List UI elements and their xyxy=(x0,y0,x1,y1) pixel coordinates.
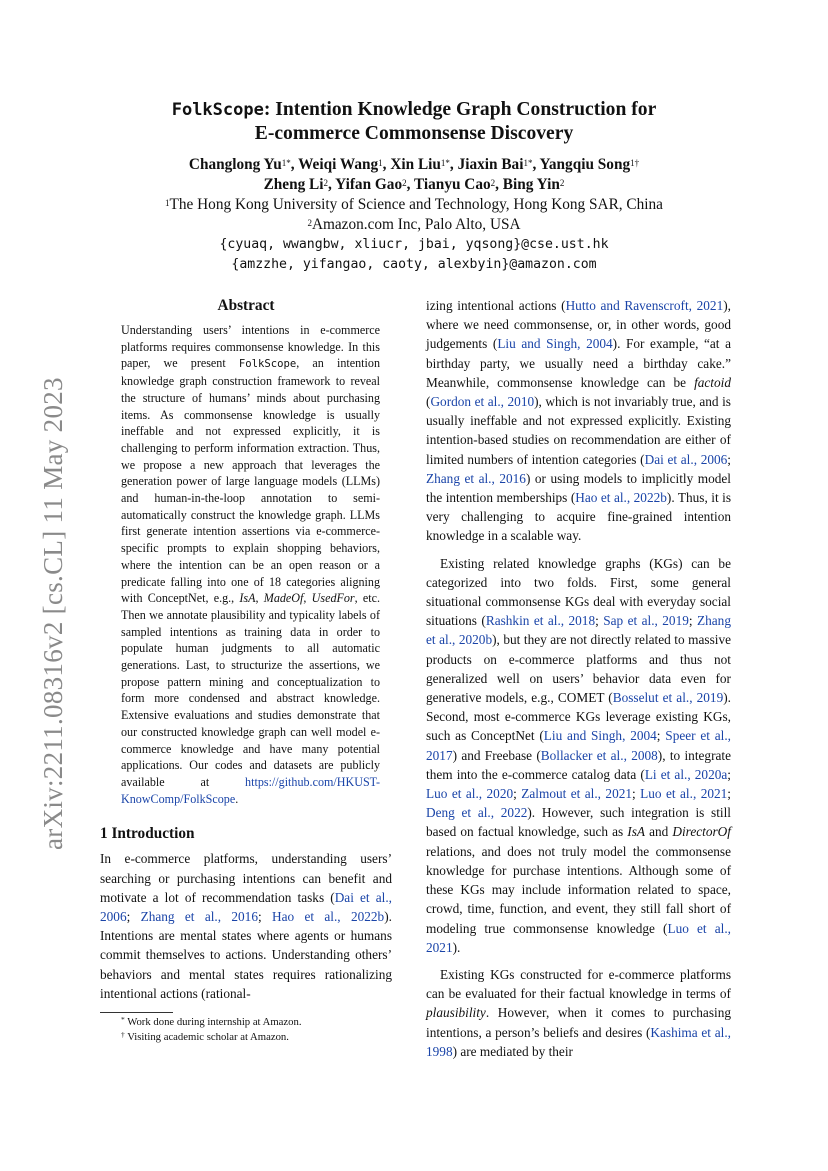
author: Bing Yin xyxy=(502,176,560,193)
abstract-part: Understanding users’ intentions in e-commerce platforms requires commonsense knowledge. In this paper, we present xyxy=(121,323,380,371)
citation-link[interactable]: Dai et al., 2006 xyxy=(100,889,392,924)
text-run: ) and Freebase ( xyxy=(452,747,541,763)
citation-link[interactable]: Zhang et al., 2016 xyxy=(140,909,258,924)
author-sup: 2 xyxy=(559,178,565,188)
aff-text: The Hong Kong University of Science and Technology, Hong Kong SAR, China xyxy=(169,196,663,213)
text-run: ) are mediated by their xyxy=(452,1043,573,1059)
text-run: . However, when it comes to purchasing intentions, a person’s beliefs and desires ( xyxy=(426,1005,731,1040)
citation-link[interactable]: Bollacker et al., 2008 xyxy=(540,747,658,763)
text-run: ; xyxy=(688,613,697,629)
footnote-mark: * xyxy=(121,1015,125,1025)
emphasis-term: plausibility xyxy=(426,1005,486,1021)
paper-header xyxy=(100,98,728,275)
emphasis-term: DirectorOf xyxy=(672,824,731,840)
text-run: ; xyxy=(513,786,522,802)
relation-term: MadeOf xyxy=(263,591,304,606)
affiliation-1 xyxy=(100,195,728,215)
email-line-2: {amzzhe, yifangao, caoty, alexbyin}@amazon.com xyxy=(231,257,597,272)
github-link[interactable]: https://github.com/HKUST-KnowComp/FolkScope xyxy=(121,774,380,806)
email-line-1: {cyuaq, wwangbw, xliucr, jbai, yqsong}@cse.ust.hk xyxy=(219,237,609,252)
text-run: In e-commerce platforms, understanding users’ searching or purchasing intentions can benefit and motivate a lot of recommendation tasks ( xyxy=(100,851,392,905)
footnote-text: Work done during internship at Amazon. xyxy=(124,1016,302,1029)
text-run: ; xyxy=(727,451,731,467)
intro-paragraph-1 xyxy=(100,849,392,1003)
citation-link[interactable]: Zhang et al., 2020b xyxy=(426,613,731,648)
author: Zheng Li xyxy=(263,176,324,193)
paper-title xyxy=(100,98,728,146)
author-list: Changlong $Yu^{1*}$, Weiqi Wang$^1$, Xin Liu$^{1*}$, Jiaxin Bai$^{1*}$, Yangqiu Song$^{1\dagger}$ Zheng Li$^2$, Yifan Gao$^2$, Tianyu Cao$^2$, Bing Yin$^2$ xyxy=(188,156,640,193)
text-run: relations, and does not truly model the commonsense knowledge for purchase intentions. Although some of these KGs may include information related to space, crowd, time, function, and event, they still fall short of modeling true commonsense knowledge ( xyxy=(426,843,731,936)
text-run: ), to integrate them into the e-commerce catalog data ( xyxy=(426,747,731,782)
author: Yifan Gao xyxy=(335,176,403,193)
abstract-part: , an intention knowledge graph construction framework to reveal the structure of humans’ minds about purchasing items. As commonsense knowledge is usually ineffable and not expressed explicitly, it is challenging to perform information extraction. Thus, we propose a new approach that leverages the generation power of large language models (LLMs) and human-in-the-loop annotation to semi-automatically construct the knowledge graph. LLMs first generate intention assertions via e-commerce-specific prompts to explain shopping behaviors, where the intention can be an open reason or a predicate falling into one of 18 categories aligning with ConceptNet, e.g., xyxy=(121,356,380,606)
footnote-2 xyxy=(121,1030,392,1045)
abstract-text xyxy=(121,322,380,807)
author-sup: 1* xyxy=(440,158,450,168)
text-run: ). For example, “at a birthday party, we usually need a birthday cake.” Meanwhile, commonsense knowledge can be xyxy=(426,336,731,390)
abstract-heading: Abstract xyxy=(217,297,275,314)
relation-term: IsA xyxy=(239,591,256,606)
text-run: ; xyxy=(257,909,272,924)
text-run: ), but they are not directly related to massive products on e-commerce platforms and thus not generalized well on users’ behavior data even for generative models, e.g., COMET ( xyxy=(426,632,731,706)
citation-link[interactable]: Rashkin et al., 2018 xyxy=(485,613,596,629)
citation-link[interactable]: Speer et al., 2017 xyxy=(426,728,732,763)
author-sup: 2 xyxy=(323,178,329,188)
citation-link[interactable]: Sap et al., 2019 xyxy=(603,613,689,629)
text-run: and xyxy=(645,824,673,840)
text-run: ). Thus, it is very challenging to acquire fine-grained intention knowledge in a scalable way. xyxy=(426,490,731,544)
left-column xyxy=(100,296,392,1044)
citation-link[interactable]: Li et al., 2020a xyxy=(644,766,728,782)
citation-link[interactable]: Dai et al., 2006 xyxy=(644,451,728,467)
citation-link[interactable]: Hao et al., 2022b xyxy=(575,490,667,506)
text-run: ; xyxy=(632,786,641,802)
footnote-rule xyxy=(100,1012,173,1013)
relation-term: UsedFor xyxy=(311,591,355,606)
citation-link[interactable]: Kashima et al., 1998 xyxy=(426,1024,731,1059)
title-line1: : Intention Knowledge Graph Construction for xyxy=(263,99,657,120)
text-run: izing intentional actions ( xyxy=(426,298,566,313)
text-run: ; xyxy=(656,728,666,744)
text-run: ) or using models to implicitly model the intention memberships ( xyxy=(426,470,731,506)
citation-link[interactable]: Liu and Singh, 2004 xyxy=(497,336,613,352)
author-sup: 1* xyxy=(523,158,533,168)
author: Weiqi Wang xyxy=(298,156,379,173)
abstract-part: , etc. Then we annotate plausibility and typicality labels of sampled intentions as training data in order to populate human judgments to all automatic generations. Last, to structurize the assertions, we propose pattern mining and conceptualization to form more condensed and abstract knowledge. Extensive evaluations and studies demonstrate that our constructed knowledge graph can well model e-commerce knowledge and have many potential applications. Our codes and datasets are publicly available at xyxy=(121,591,380,789)
text-run: ). xyxy=(452,939,461,955)
emphasis-term: IsA xyxy=(627,824,646,840)
aff-sup: 2 xyxy=(307,218,312,228)
author: Changlong Yu xyxy=(188,156,282,173)
text-run: ; xyxy=(727,766,731,782)
text-run: ), which is not invariably true, and is usually ineffable and not expressed explicitly. Existing intention-based studies on recommendation are either of limited numbers of intention categories ( xyxy=(426,394,731,467)
citation-link[interactable]: Hao et al., 2022b xyxy=(272,909,385,924)
citation-link[interactable]: Liu and Singh, 2004 xyxy=(543,728,657,744)
citation-link[interactable]: Zhang et al., 2016 xyxy=(426,470,526,486)
title-line2: E-commerce Commonsense Discovery xyxy=(254,123,574,144)
text-run: ). Second, most e-commerce KGs leverage existing KGs, such as ConceptNet ( xyxy=(426,690,731,744)
text-run: Existing related knowledge graphs (KGs) can be categorized into two folds. First, some general situational commonsense KGs deal with everyday social situations ( xyxy=(426,555,731,629)
affiliation-2 xyxy=(100,215,728,235)
text-run: Existing KGs constructed for e-commerce platforms can be evaluated for their factual knowledge in terms of xyxy=(426,966,731,1002)
citation-link[interactable]: Luo et al., 2021 xyxy=(640,786,728,802)
author-sup: 1* xyxy=(281,158,291,168)
abstract-part: , xyxy=(255,591,264,606)
abstract-part: , xyxy=(303,591,312,606)
text-run: ; xyxy=(727,786,731,802)
intro-paragraph-3 xyxy=(426,965,731,1061)
citation-link[interactable]: Hutto and Ravenscroft, 2021 xyxy=(565,298,724,313)
system-name: FolkScope xyxy=(171,100,264,120)
citation-link[interactable]: Bosselut et al., 2019 xyxy=(612,690,724,706)
citation-link[interactable]: Zalmout et al., 2021 xyxy=(521,786,633,802)
text-run: ). However, such integration is still based on factual knowledge, such as xyxy=(426,805,731,840)
right-column xyxy=(426,296,731,1061)
author: Jiaxin Bai xyxy=(457,156,524,173)
text-run: ), where we need commonsense, or, in other words, good judgements ( xyxy=(426,298,731,352)
author: Yangqiu Song xyxy=(539,156,631,173)
author: Tianyu Cao xyxy=(413,176,491,193)
citation-link[interactable]: Deng et al., 2022 xyxy=(426,805,528,821)
intro-paragraph-1-cont xyxy=(426,296,731,546)
footnote-mark: † xyxy=(121,1029,125,1039)
author-sup: 2 xyxy=(402,178,407,188)
citation-link[interactable]: Gordon et al., 2010 xyxy=(430,394,535,410)
abstract-part: . xyxy=(235,791,239,806)
aff-text: Amazon.com Inc, Palo Alto, USA xyxy=(311,216,521,233)
text-run: ). Intentions are mental states where agents or humans commit themselves to actions. Understanding others’ behaviors and mental states requires rationalizing intentional actions (rational- xyxy=(100,909,392,1001)
text-run: ( xyxy=(426,394,431,410)
intro-paragraph-2 xyxy=(426,554,731,957)
arxiv-stamp: arXiv:2211.08316v2 [cs.CL] 11 May 2023 xyxy=(38,377,68,850)
emphasis-term: factoid xyxy=(694,374,731,390)
system-name-inline: FolkScope xyxy=(238,358,297,371)
text-run: ; xyxy=(595,613,604,629)
footnote-text: Visiting academic scholar at Amazon. xyxy=(124,1030,289,1043)
author-sup: 2 xyxy=(490,178,496,188)
footnote-1 xyxy=(121,1015,392,1030)
aff-sup: 1 xyxy=(165,198,170,208)
author: Xin Liu xyxy=(390,156,441,173)
author-sup: 1 xyxy=(378,158,383,168)
citation-link[interactable]: Luo et al., 2020 xyxy=(426,786,514,802)
text-run: ; xyxy=(126,909,141,924)
author-sup: 1† xyxy=(630,158,640,168)
section-heading-intro: 1 Introduction xyxy=(100,825,195,843)
citation-link[interactable]: Luo et al., 2021 xyxy=(426,920,731,955)
